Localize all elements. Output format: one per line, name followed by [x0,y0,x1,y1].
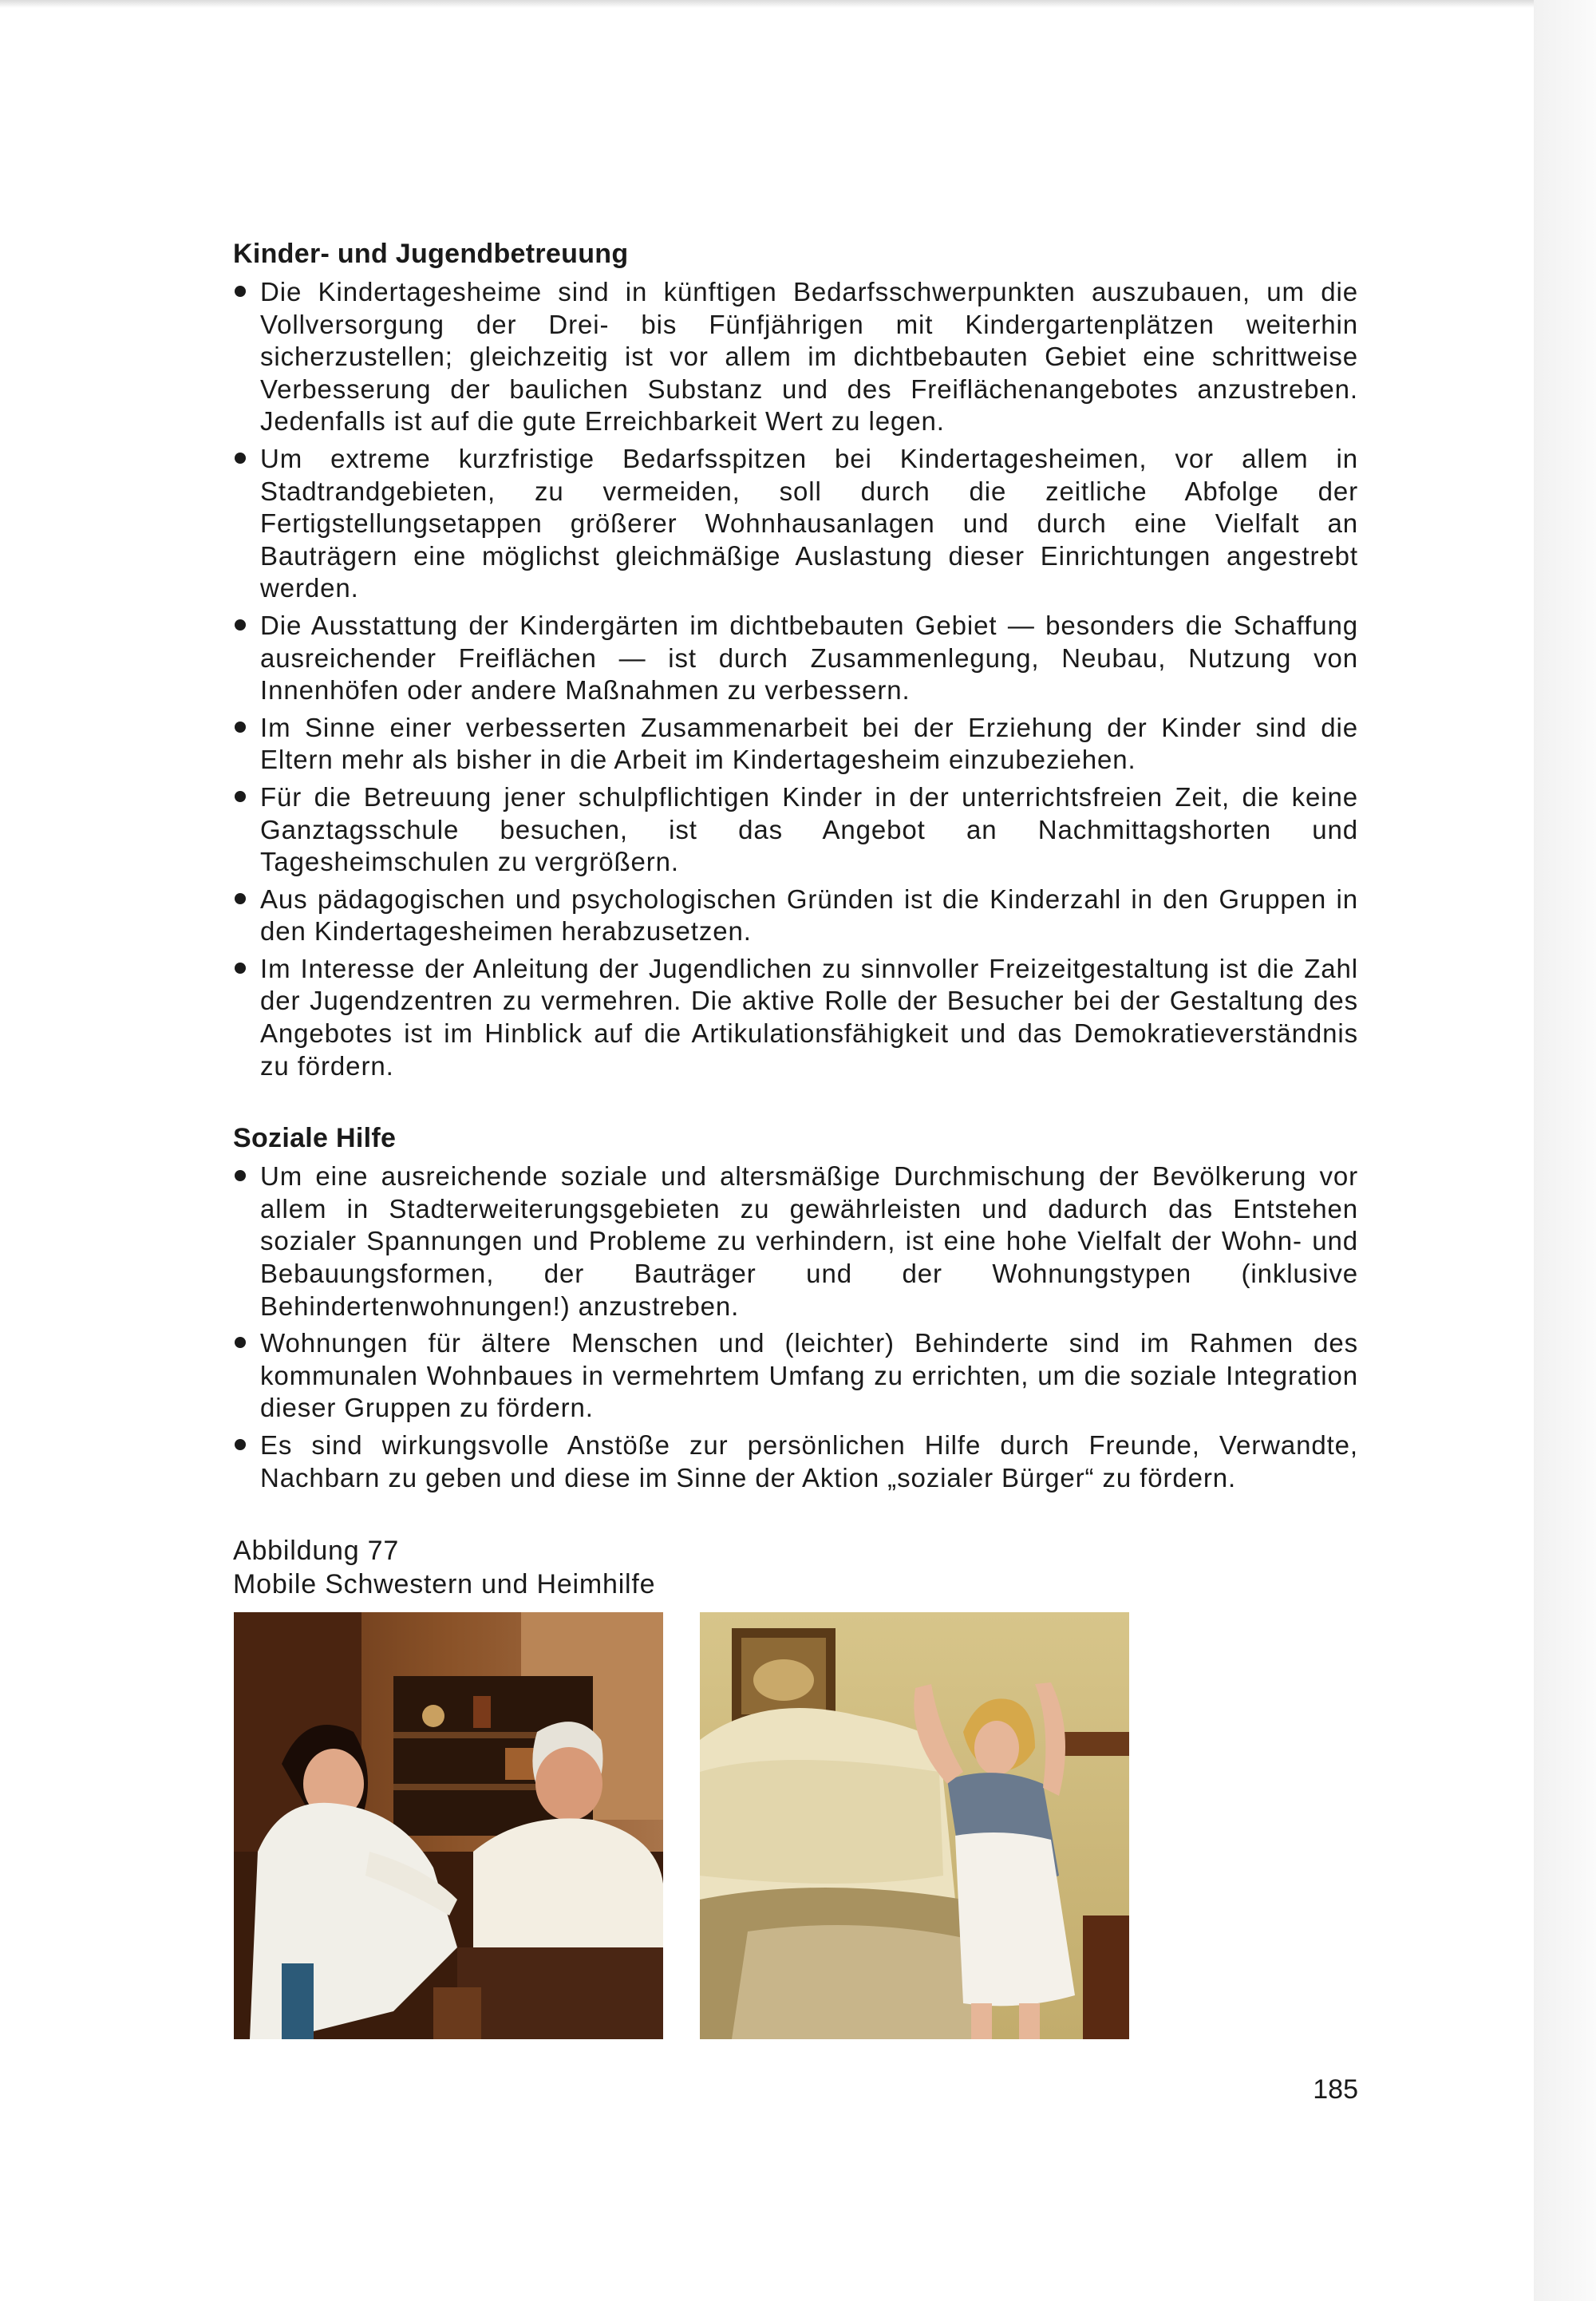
list-item [233,1160,1358,1322]
list-item-text: Die Kindertagesheime sind in künftigen Bedarfsschwerpunkten auszubauen, um die Vollversorgung der Drei- bis Fünfjährigen mit Kindergartenplätzen weiterhin sicherzustellen; gleichzeitig ist vor allem im dichtbebauten Gebiet eine schrittweise Verbesserung der baulichen Substanz und des Freiflächenangebotes anzustreben. Jedenfalls ist auf die gute Erreichbarkeit Wert zu legen. [260,277,1358,437]
list-item [233,1429,1358,1494]
list-item [233,1327,1358,1425]
list-item [233,712,1358,777]
list-item-text: Um eine ausreichende soziale und altersmäßige Durchmischung der Bevölkerung vor allem in Stadterweiterungsgebieten zu gewährleisten und dadurch das Entstehen sozialer Spannungen und Probleme zu verhindern, ist eine hohe Vielfalt der Wohn- und Bebauungsformen, der Bauträger und der Wohnungstypen (inklusive Behindertenwohnungen!) anzustreben. [260,1161,1358,1321]
kinder-jugendbetreuung-list [233,276,1358,1082]
list-item-text: Um extreme kurzfristige Bedarfsspitzen bei Kindertagesheimen, vor allem in Stadtrandgebieten, zu vermeiden, soll durch die zeitliche Abfolge der Fertigstellungsetappen größerer Wohnhausanlagen und durch eine Vielfalt an Bauträgern eine möglichst gleichmäßige Auslastung dieser Einrichtungen angestrebt werden. [260,443,1358,603]
section-heading-soziale-hilfe: Soziale Hilfe [233,1123,397,1154]
bullet-icon [235,1337,246,1348]
page-content [233,236,1358,1601]
list-item-text: Wohnungen für ältere Menschen und (leichter) Behinderte sind im Rahmen des kommunalen Wohnbaues in vermehrtem Umfang zu errichten, um die soziale Integration dieser Gruppen zu fördern. [260,1328,1358,1423]
bullet-icon [235,722,246,733]
bullet-icon [235,791,246,802]
scan-edge-right [1534,0,1596,2301]
section-heading-kinder-jugendbetreuung: Kinder- und Jugendbetreuung [233,239,629,269]
list-item-text: Für die Betreuung jener schulpflichtigen Kinder in der unterrichtsfreien Zeit, die keine Ganztagsschule besuchen, ist das Angebot an Nachmittagshorten und Tagesheimschulen zu vergrößern. [260,781,1358,877]
list-item [233,443,1358,605]
soziale-hilfe-list [233,1160,1358,1494]
figure-caption [233,1534,1358,1601]
list-item [233,884,1358,948]
bullet-icon [235,1439,246,1450]
list-item-text: Im Interesse der Anleitung der Jugendlichen zu sinnvoller Freizeitgestaltung ist die Zahl der Jugendzentren zu vermehren. Die aktive Rolle der Besucher bei der Gestaltung des Angebotes ist im Hinblick auf die Artikulationsfähigkeit und das Demokratieverständnis zu fördern. [260,953,1358,1081]
photo-home-helper-bed [700,1612,1129,2039]
list-item [233,953,1358,1082]
figure-label: Abbildung 77 [233,1536,400,1567]
list-item [233,610,1358,707]
photo-nurse-injection [234,1612,663,2039]
scan-edge-top [0,0,1596,8]
bullet-icon [235,1170,246,1181]
list-item-text: Es sind wirkungsvolle Anstöße zur persönlichen Hilfe durch Freunde, Verwandte, Nachbarn zu geben und diese im Sinne der Aktion „sozialer Bürger“ zu fördern. [260,1430,1358,1492]
page-number: 185 [1313,2074,1358,2105]
figure-title: Mobile Schwestern und Heimhilfe [233,1569,656,1600]
list-item [233,276,1358,438]
list-item-text: Die Ausstattung der Kindergärten im dichtbebauten Gebiet — besonders die Schaffung ausreichender Freiflächen — ist durch Zusammenlegung, Neubau, Nutzung von Innenhöfen oder andere Maßnahmen zu verbessern. [260,610,1358,706]
bullet-icon [235,286,246,297]
list-item-text: Im Sinne einer verbesserten Zusammenarbeit bei der Erziehung der Kinder sind die Eltern mehr als bisher in die Arbeit im Kindertagesheim einzubeziehen. [260,712,1358,775]
bullet-icon [235,453,246,464]
list-item-text: Aus pädagogischen und psychologischen Gründen ist die Kinderzahl in den Gruppen in den Kindertagesheimen herabzusetzen. [260,884,1358,947]
bullet-icon [235,893,246,904]
list-item [233,781,1358,879]
bullet-icon [235,963,246,974]
bullet-icon [235,619,246,631]
